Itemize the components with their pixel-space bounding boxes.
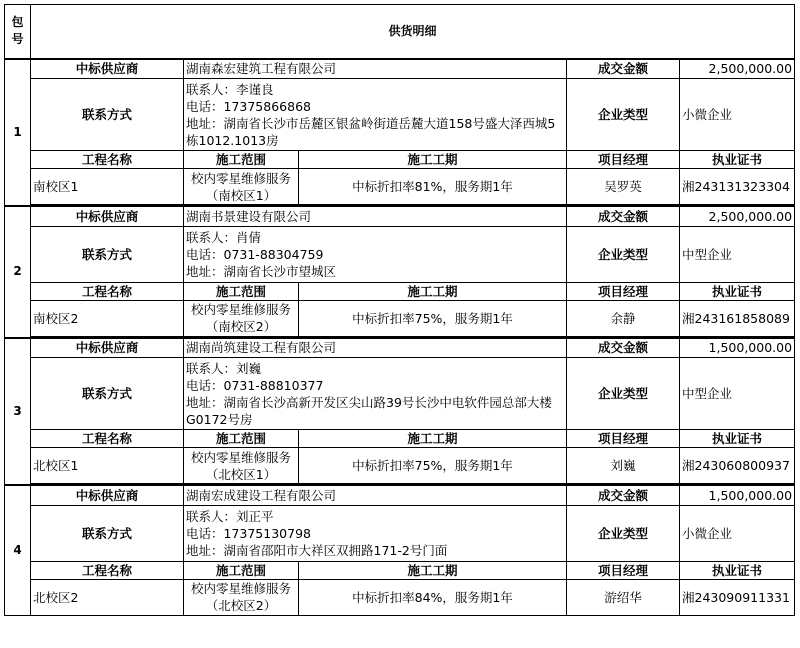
pack-3-period: 中标折扣率75%，服务期1年 [299,448,567,484]
pack-4-project-name: 北校区2 [31,579,184,615]
pack-1-company-type: 小微企业 [680,79,795,151]
supplier-label: 中标供应商 [31,485,184,505]
pack-4-supplier-row [5,485,795,505]
company-type-label: 企业类型 [567,79,680,151]
project-name-label: 工程名称 [31,561,184,579]
pack-4-company-type: 小微企业 [680,505,795,561]
pack-3-amount: 1,500,000.00 [680,338,795,358]
pack-1-project-header-row [5,151,795,169]
pack-1-number: 1 [5,59,31,207]
company-type-label: 企业类型 [567,505,680,561]
amount-label: 成交金额 [567,206,680,226]
scope-label: 施工范围 [184,151,299,169]
supply-details-document [4,4,795,616]
pack-3-project-header-row [5,430,795,448]
company-type-label: 企业类型 [567,226,680,282]
pack-2-project-name: 南校区2 [31,300,184,336]
pack-4-project-row [5,579,795,615]
pack-3-project-row [5,448,795,484]
pack-2-contact-row [5,226,795,282]
pack-4-contact-row [5,505,795,561]
pack-1-project-name: 南校区1 [31,169,184,205]
contact-label: 联系方式 [31,226,184,282]
period-label: 施工工期 [299,282,567,300]
project-name-label: 工程名称 [31,430,184,448]
pack-2-license: 湘243161858089 [680,300,795,336]
license-label: 执业证书 [680,430,795,448]
pack-2-number: 2 [5,206,31,338]
supplier-label: 中标供应商 [31,206,184,226]
pack-1-address: 地址：湖南省长沙市岳麓区银盆岭街道岳麓大道158号盛大泽西城5栋1012.1013房 [186,115,556,148]
pack-4-period: 中标折扣率84%，服务期1年 [299,579,567,615]
pack-2-manager: 余静 [567,300,680,336]
pack-3-project-name: 北校区1 [31,448,184,484]
pack-2-project-row [5,300,795,336]
pack-2-phone: 电话：0731-88304759 [186,246,324,262]
license-label: 执业证书 [680,561,795,579]
pack-2-contact [184,226,567,282]
pack-4-contact [184,505,567,561]
pack-number-header: 包号 [5,5,31,59]
pack-1-period: 中标折扣率81%，服务期1年 [299,169,567,205]
license-label: 执业证书 [680,151,795,169]
pack-3-scope: 校内零星维修服务（北校区1） [184,448,299,484]
manager-label: 项目经理 [567,430,680,448]
pack-1-contact [184,79,567,151]
pack-4-supplier: 湖南宏成建设工程有限公司 [184,485,567,505]
pack-1-license: 湘243131323304 [680,169,795,205]
pack-4-phone: 电话：17375130798 [186,525,311,541]
table-header-row [5,5,795,59]
pack-4-amount: 1,500,000.00 [680,485,795,505]
pack-4-contact-person: 联系人：刘正平 [186,508,274,524]
amount-label: 成交金额 [567,485,680,505]
pack-4-license: 湘243090911331 [680,579,795,615]
pack-3-contact [184,358,567,430]
pack-2-supplier-row [5,206,795,226]
pack-1-contact-person: 联系人：李谨良 [186,81,274,97]
contact-label: 联系方式 [31,505,184,561]
pack-2-amount: 2,500,000.00 [680,206,795,226]
pack-1-phone: 电话：17375866868 [186,98,311,114]
manager-label: 项目经理 [567,282,680,300]
pack-2-address: 地址：湖南省长沙市望城区 [186,263,337,279]
manager-label: 项目经理 [567,561,680,579]
pack-1-supplier-row [5,59,795,79]
pack-3-license: 湘243060800937 [680,448,795,484]
supplier-label: 中标供应商 [31,59,184,79]
company-type-label: 企业类型 [567,358,680,430]
pack-3-address: 地址：湖南省长沙高新开发区尖山路39号长沙中电软件园总部大楼G0172号房 [186,394,552,427]
period-label: 施工工期 [299,151,567,169]
pack-1-project-row [5,169,795,205]
scope-label: 施工范围 [184,430,299,448]
pack-2-company-type: 中型企业 [680,226,795,282]
pack-2-supplier: 湖南书景建设有限公司 [184,206,567,226]
pack-1-amount: 2,500,000.00 [680,59,795,79]
pack-4-project-header-row [5,561,795,579]
license-label: 执业证书 [680,282,795,300]
pack-1-manager: 吴罗英 [567,169,680,205]
contact-label: 联系方式 [31,358,184,430]
pack-3-supplier-row [5,338,795,358]
pack-4-scope: 校内零星维修服务（北校区2） [184,579,299,615]
pack-2-project-header-row [5,282,795,300]
amount-label: 成交金额 [567,338,680,358]
scope-label: 施工范围 [184,282,299,300]
amount-label: 成交金额 [567,59,680,79]
pack-3-contact-person: 联系人：刘巍 [186,360,262,376]
project-name-label: 工程名称 [31,282,184,300]
pack-3-contact-row [5,358,795,430]
period-label: 施工工期 [299,561,567,579]
pack-2-period: 中标折扣率75%，服务期1年 [299,300,567,336]
supply-details-title: 供货明细 [31,5,795,59]
manager-label: 项目经理 [567,151,680,169]
contact-label: 联系方式 [31,79,184,151]
pack-3-phone: 电话：0731-88810377 [186,377,324,393]
pack-2-scope: 校内零星维修服务（南校区2） [184,300,299,336]
pack-1-supplier: 湖南森宏建筑工程有限公司 [184,59,567,79]
pack-4-address: 地址：湖南省邵阳市大祥区双拥路171-2号门面 [186,542,448,558]
project-name-label: 工程名称 [31,151,184,169]
supplier-label: 中标供应商 [31,338,184,358]
pack-1-contact-row [5,79,795,151]
pack-2-contact-person: 联系人：肖倩 [186,229,262,245]
scope-label: 施工范围 [184,561,299,579]
pack-1-scope: 校内零星维修服务（南校区1） [184,169,299,205]
pack-3-supplier: 湖南尚筑建设工程有限公司 [184,338,567,358]
period-label: 施工工期 [299,430,567,448]
supply-details-table [4,4,795,616]
pack-3-number: 3 [5,338,31,486]
pack-4-number: 4 [5,485,31,616]
pack-3-manager: 刘巍 [567,448,680,484]
pack-4-manager: 游绍华 [567,579,680,615]
pack-3-company-type: 中型企业 [680,358,795,430]
